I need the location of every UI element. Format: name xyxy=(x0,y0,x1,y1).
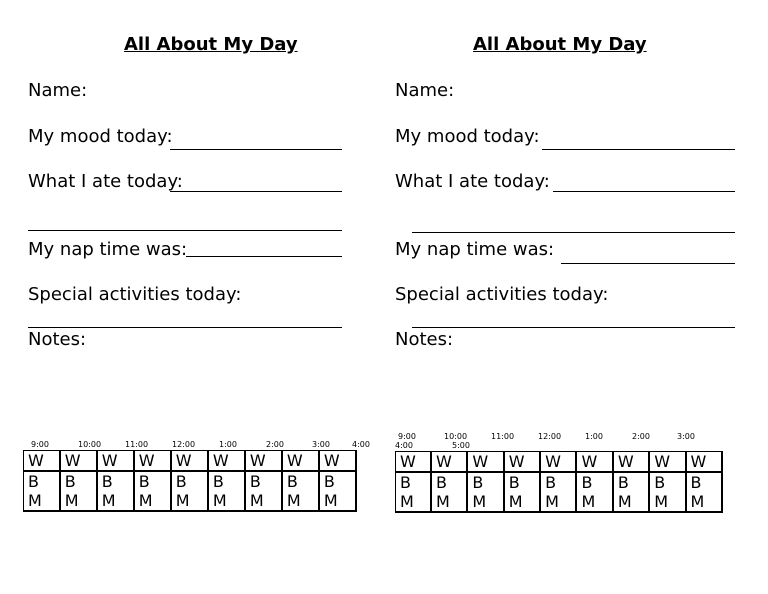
m-mark: M xyxy=(400,492,414,511)
time-label: 5:00 xyxy=(452,441,470,450)
nap-label: My nap time was: xyxy=(28,239,188,260)
bm-row xyxy=(24,471,357,511)
b-mark: B xyxy=(101,472,113,491)
mood-line xyxy=(170,149,342,150)
m-mark: M xyxy=(654,492,668,511)
page-title: All About My Day xyxy=(473,34,647,55)
ate-label: What I ate today: xyxy=(395,171,550,192)
m-mark: M xyxy=(617,492,632,511)
grid-cell xyxy=(576,472,612,512)
grid-cell xyxy=(649,472,685,512)
nap-label: My nap time was: xyxy=(395,239,555,260)
time-label: 3:00 xyxy=(677,432,695,441)
schedule-grid xyxy=(23,450,357,512)
time-label: 10:00 xyxy=(78,440,102,449)
grid-cell: W xyxy=(282,451,319,472)
grid-cell: W xyxy=(467,452,503,473)
ate-line-2 xyxy=(412,232,735,233)
time-label: 4:00 xyxy=(352,440,370,449)
m-mark: M xyxy=(436,492,450,511)
time-label: 4:00 xyxy=(395,441,413,450)
grid-cell xyxy=(396,472,432,512)
grid-cell xyxy=(504,472,540,512)
grid-cell xyxy=(467,472,503,512)
ate-line-2 xyxy=(28,230,342,231)
b-mark: B xyxy=(323,472,335,491)
m-mark: M xyxy=(545,492,559,511)
notes-label: Notes: xyxy=(395,329,454,350)
b-mark: B xyxy=(436,473,448,492)
time-label: 9:00 xyxy=(398,432,416,441)
grid-cell xyxy=(613,472,649,512)
time-label: 1:00 xyxy=(585,432,603,441)
b-mark: B xyxy=(581,473,593,492)
time-label: 11:00 xyxy=(491,432,515,441)
time-label: 12:00 xyxy=(172,440,196,449)
m-mark: M xyxy=(175,491,190,510)
schedule-grid xyxy=(395,451,723,513)
grid-cell xyxy=(60,471,97,511)
page-title: All About My Day xyxy=(124,34,298,55)
notes-label: Notes: xyxy=(28,329,87,350)
b-mark: B xyxy=(617,473,629,492)
activities-line xyxy=(28,327,342,328)
m-mark: M xyxy=(138,491,153,510)
time-label: 9:00 xyxy=(31,440,49,449)
bm-row xyxy=(396,472,723,512)
m-mark: M xyxy=(64,491,79,510)
activities-label: Special activities today: xyxy=(395,284,609,305)
grid-cell xyxy=(97,471,134,511)
grid-cell: W xyxy=(97,451,134,472)
time-label: 11:00 xyxy=(125,440,149,449)
grid-cell: W xyxy=(649,452,685,473)
grid-cell: W xyxy=(576,452,612,473)
grid-cell xyxy=(686,472,722,512)
wake-row xyxy=(24,451,357,472)
b-mark: B xyxy=(690,473,702,492)
m-mark: M xyxy=(286,491,301,510)
time-label: 2:00 xyxy=(632,432,650,441)
grid-cell xyxy=(134,471,171,511)
grid-cell: W xyxy=(60,451,97,472)
m-mark: M xyxy=(101,491,116,510)
grid-cell: W xyxy=(134,451,171,472)
grid-cell: W xyxy=(319,451,356,472)
m-mark: M xyxy=(212,491,227,510)
grid-cell xyxy=(171,471,208,511)
b-mark: B xyxy=(28,472,39,491)
time-label: 3:00 xyxy=(312,440,330,449)
b-mark: B xyxy=(212,472,224,491)
mood-label: My mood today: xyxy=(28,126,173,147)
grid-cell xyxy=(431,472,467,512)
grid-cell xyxy=(540,472,576,512)
grid-cell xyxy=(319,471,356,511)
m-mark: M xyxy=(508,492,523,511)
m-mark: M xyxy=(581,492,596,511)
ate-label: What I ate today: xyxy=(28,171,183,192)
nap-line xyxy=(186,256,342,257)
grid-cell: W xyxy=(208,451,245,472)
b-mark: B xyxy=(249,472,261,491)
b-mark: B xyxy=(138,472,150,491)
name-label: Name: xyxy=(395,80,455,101)
nap-line xyxy=(561,263,735,264)
m-mark: M xyxy=(323,491,338,510)
ate-line xyxy=(553,191,735,192)
b-mark: B xyxy=(508,473,520,492)
grid-cell: W xyxy=(613,452,649,473)
grid-cell: W xyxy=(431,452,467,473)
grid-cell: W xyxy=(540,452,576,473)
m-mark: M xyxy=(690,492,705,511)
b-mark: B xyxy=(654,473,666,492)
grid-cell: W xyxy=(396,452,432,473)
ate-line xyxy=(170,191,342,192)
grid-cell: W xyxy=(245,451,282,472)
b-mark: B xyxy=(545,473,557,492)
activities-line xyxy=(412,327,735,328)
grid-cell: W xyxy=(686,452,722,473)
activities-label: Special activities today: xyxy=(28,284,242,305)
time-labels xyxy=(0,432,768,452)
m-mark: M xyxy=(472,492,487,511)
b-mark: B xyxy=(64,472,76,491)
grid-cell: W xyxy=(504,452,540,473)
time-label: 2:00 xyxy=(266,440,284,449)
b-mark: B xyxy=(400,473,411,492)
time-label: 1:00 xyxy=(219,440,237,449)
m-mark: M xyxy=(249,491,264,510)
grid-cell xyxy=(24,471,60,511)
mood-label: My mood today: xyxy=(395,126,540,147)
wake-row xyxy=(396,452,723,473)
m-mark: M xyxy=(28,491,42,510)
mood-line xyxy=(542,149,735,150)
time-label: 10:00 xyxy=(444,432,468,441)
grid-cell: W xyxy=(24,451,60,472)
grid-cell xyxy=(208,471,245,511)
b-mark: B xyxy=(175,472,187,491)
grid-cell xyxy=(245,471,282,511)
time-label: 12:00 xyxy=(538,432,562,441)
grid-cell xyxy=(282,471,319,511)
b-mark: B xyxy=(286,472,298,491)
grid-cell: W xyxy=(171,451,208,472)
b-mark: B xyxy=(472,473,484,492)
name-label: Name: xyxy=(28,80,88,101)
